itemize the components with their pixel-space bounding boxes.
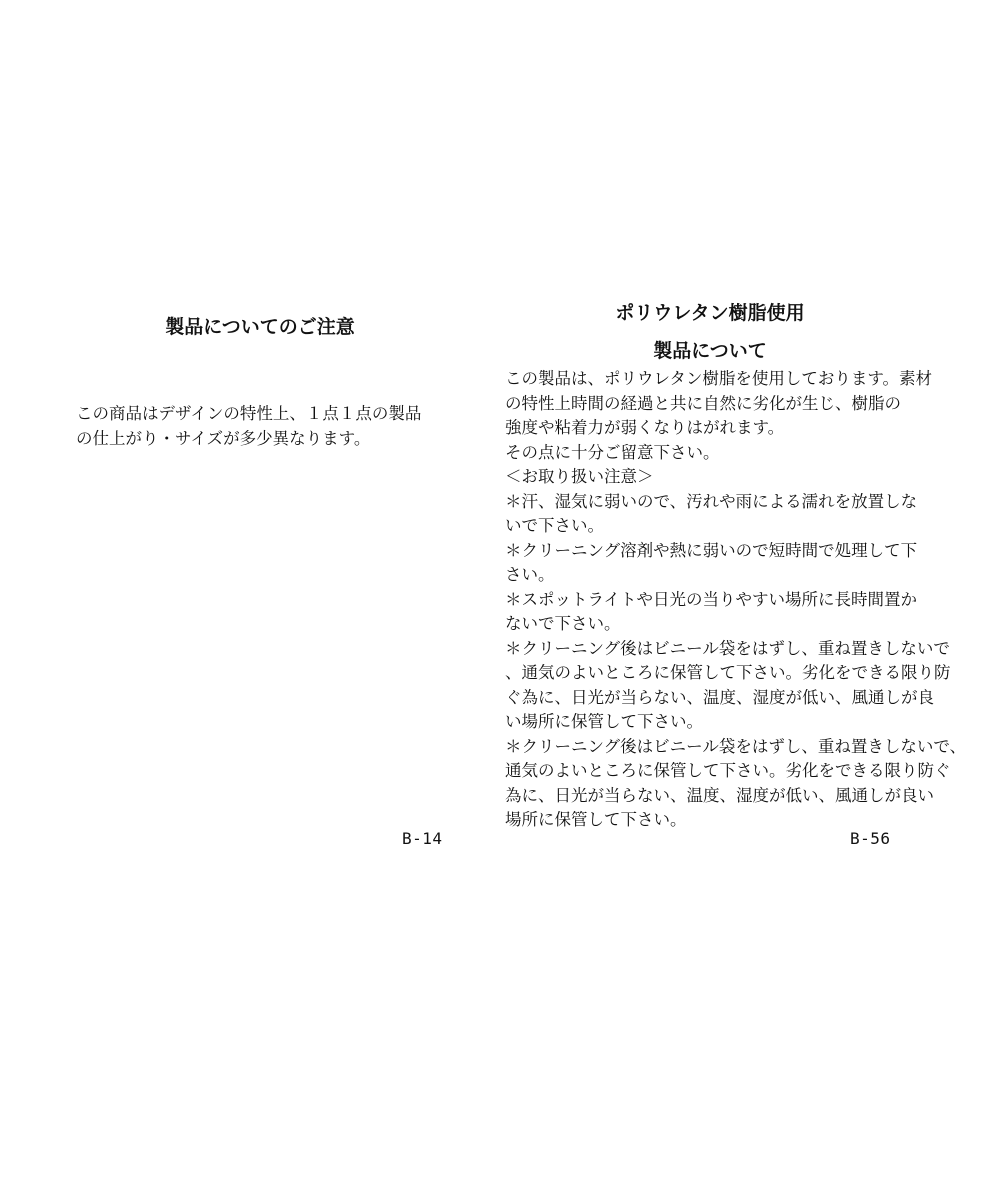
right-notice-line: 強度や粘着力が弱くなりはがれます。 (505, 418, 785, 437)
right-notice-line: ないで下さい。 (505, 614, 621, 633)
right-notice-line: 、通気のよいところに保管して下さい。劣化をできる限り防 (505, 663, 951, 682)
right-notice-line: ＊スポットライトや日光の当りやすい場所に長時間置か (505, 589, 918, 609)
right-notice-title-line1: ポリウレタン樹脂使用 (615, 302, 805, 324)
left-notice-line: の仕上がり・サイズが多少異なります。 (76, 428, 371, 448)
right-notice-line: その点に十分ご留意下さい。 (505, 442, 720, 462)
left-notice-title: 製品についてのご注意 (165, 316, 355, 338)
right-notice-line: の特性上時間の経過と共に自然に劣化が生じ、樹脂の (505, 393, 901, 413)
right-notice-line: ＊クリーニング後はビニール袋をはずし、重ね置きしないで (505, 638, 950, 658)
right-notice-body (505, 367, 966, 833)
right-notice-line: ＊クリーニング溶剤や熱に弱いので短時間で処理して下 (505, 540, 918, 560)
right-notice-line: 場所に保管して下さい。 (505, 810, 687, 829)
right-notice-line: 為に、日光が当らない、温度、湿度が低い、風通しが良い (505, 785, 934, 805)
right-notice-line: いで下さい。 (505, 516, 604, 535)
left-notice-line: この商品はデザインの特性上、１点１点の製品 (76, 404, 422, 423)
right-notice-line: ＊クリーニング後はビニール袋をはずし、重ね置きしないで、 (505, 736, 967, 756)
right-product-code: B-56 (850, 829, 891, 848)
right-notice-line: 通気のよいところに保管して下さい。劣化をできる限り防ぐ (505, 761, 951, 780)
left-product-code: B-14 (402, 829, 443, 848)
right-notice-line: この製品は、ポリウレタン樹脂を使用しております。素材 (505, 369, 933, 388)
right-notice-line: ぐ為に、日光が当らない、温度、湿度が低い、風通しが良 (505, 687, 934, 707)
right-notice-line: ＊汗、湿気に弱いので、汚れや雨による濡れを放置しな (505, 491, 918, 511)
right-notice-title-line2: 製品について (653, 340, 767, 362)
left-notice-body (76, 402, 421, 451)
right-notice-line: さい。 (505, 565, 555, 584)
right-notice-line: い場所に保管して下さい。 (505, 712, 703, 731)
right-notice-line: ＜お取り扱い注意＞ (505, 467, 654, 486)
